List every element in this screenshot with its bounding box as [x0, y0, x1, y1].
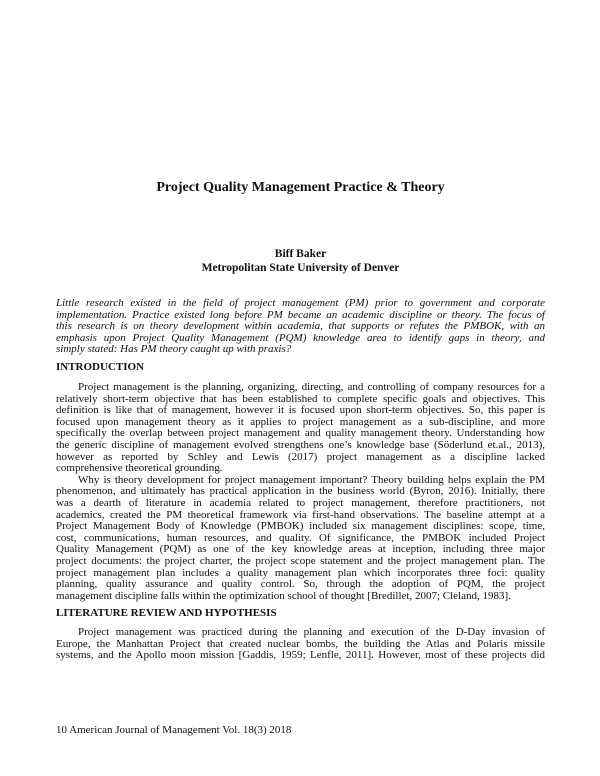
text-line: the generic discipline of management evolved strengthens one’s knowledge base (Söderlund et.al., 2013), [56, 438, 545, 451]
text-line: focused upon management theory as it applies to project management as a sub-discipline, and more [56, 415, 545, 428]
text-line: implementation. Practice existed long before PM became an academic discipline or theory. The focus of [56, 308, 545, 321]
paragraph [56, 627, 545, 662]
text-line: Project Management Body of Knowledge (PMBOK) included six management disciplines: scope, time, [56, 520, 545, 533]
page-footer: 10 American Journal of Management Vol. 18(3) 2018 [56, 724, 292, 736]
text-line: project management plan includes a quality management plan which incorporates three foci: quality [56, 566, 545, 579]
text-line: relatively short-term objective that has been established to complete specific goals and objectives. This [56, 392, 545, 405]
text-line: however as reported by Schley and Lewis (2017) project management as a discipline lacked [56, 450, 545, 463]
abstract [56, 298, 545, 356]
section-heading-introduction: INTRODUCTION [56, 361, 145, 373]
text-line: project documents: the project charter, the project scope statement and the project management plan. The [56, 554, 545, 567]
author-block [56, 247, 545, 275]
text-line: Quality Management (PQM) as one of the key knowledge areas at inception, including three major [56, 543, 545, 556]
text-line: was a dearth of literature in academia related to project management, therefore practitioners, not [56, 496, 545, 509]
author-affiliation: Metropolitan State University of Denver [201, 262, 400, 274]
paragraph [56, 382, 545, 475]
text-line: definition is like that of management, however it is focused upon short-term objectives. So, this paper is [56, 404, 545, 417]
literature-review-body [56, 627, 545, 662]
text-line: academics, created the PM theoretical framework via first-hand observations. The baseline attempt at a [56, 508, 545, 521]
author-name: Biff Baker [274, 248, 327, 260]
text-line: Little research existed in the field of project management (PM) prior to government and corporate [56, 297, 545, 309]
text-line: phenomenon, and ultimately has practical application in the business world (Byron, 2016). Initially, there [56, 485, 545, 498]
text-line: management discipline falls within the optimization school of thought [Bredillet, 2007; Cleland, 1983]. [56, 589, 511, 602]
text-line: Project management was practiced during the planning and execution of the D-Day invasion of [78, 626, 545, 638]
section-heading-literature-review: LITERATURE REVIEW AND HYPOTHESIS [56, 607, 277, 619]
text-line: this research is on theory development within academia, that supports or refutes the PMBOK, with an [56, 320, 545, 333]
text-line: specifically the overlap between project management and quality management theory. Understanding how [56, 427, 545, 440]
text-line: planning, quality assurance and quality control. So, through the adoption of PQM, the project [56, 578, 545, 591]
text-line: Europe, the Manhattan Project that created nuclear bombs, the building the Atlas and Polaris missile [56, 637, 545, 650]
text-line: comprehensive theoretical grounding. [56, 462, 223, 475]
text-line: Project management is the planning, organizing, directing, and controlling of company resources for a [78, 381, 545, 393]
text-line: simply stated: Has PM theory caught up with praxis? [56, 343, 292, 356]
text-line: systems, and the Apollo moon mission [Gaddis, 1959; Lenfle, 2011]. However, most of these projects did [56, 649, 545, 662]
paper-title: Project Quality Management Practice & Theory [156, 180, 445, 195]
paragraph [56, 475, 545, 603]
text-line: cost, communications, human resources, and quality. Of significance, the PMBOK included Project [56, 531, 545, 544]
text-line: Why is theory development for project management important? Theory building helps explain the PM [78, 473, 545, 486]
introduction-body [56, 382, 545, 602]
text-line: emphasis upon Project Quality Management (PQM) knowledge area to identify gaps in theory, and [56, 331, 545, 344]
